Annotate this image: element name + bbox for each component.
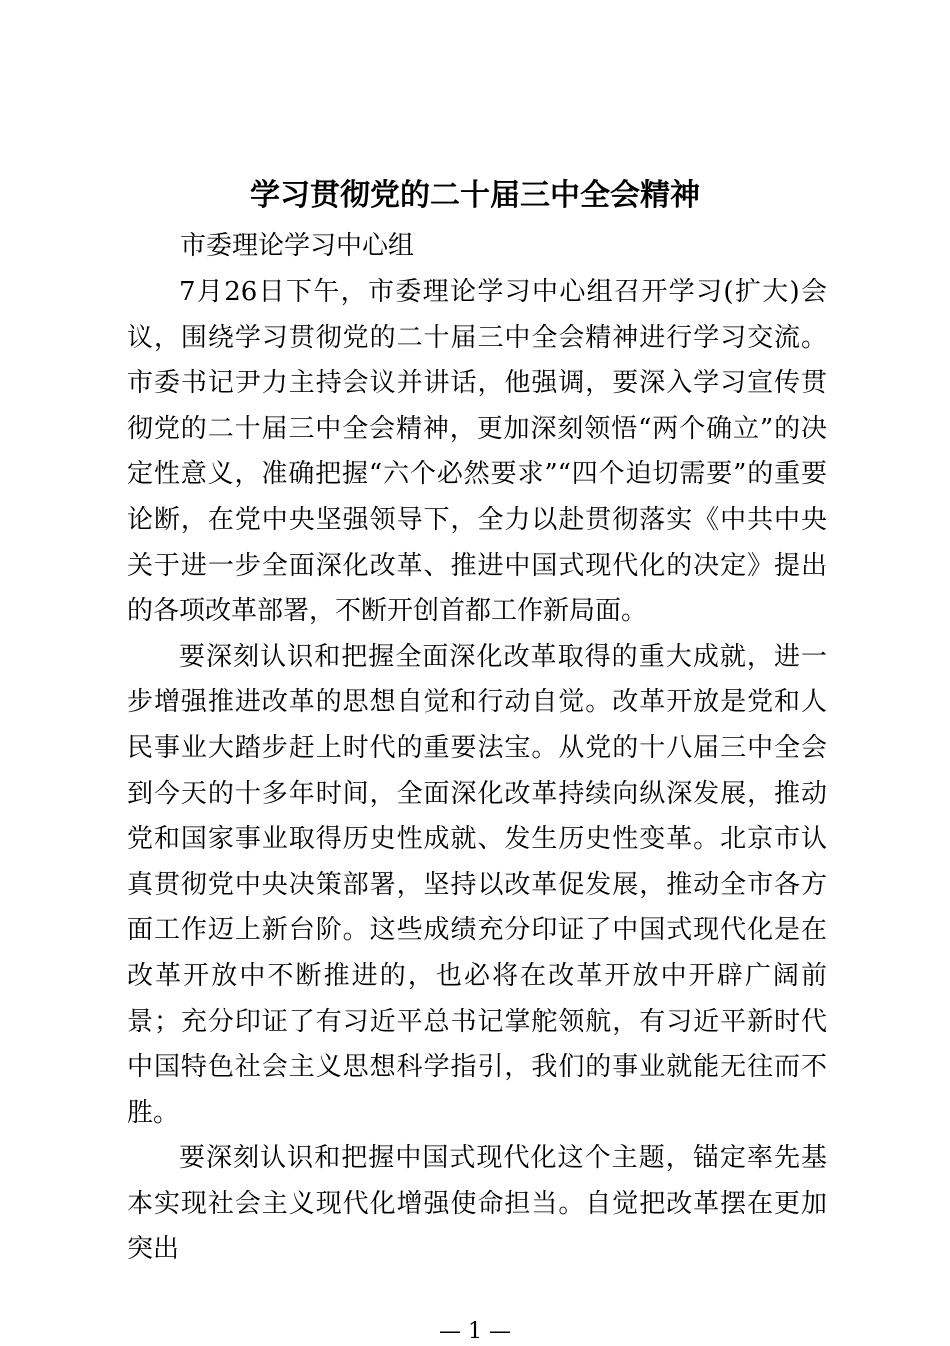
document-author: 市委理论学习中心组 — [180, 231, 415, 261]
document-body — [127, 270, 827, 1273]
page-number: — 1 — — [439, 1319, 511, 1344]
paragraph-3: 要深刻认识和把握中国式现代化这个主题，锚定率先基本实现社会主义现代化增强使命担当。自觉把改革摆在更加突出 — [127, 1143, 827, 1265]
paragraph-1: 7月26日下午，市委理论学习中心组召开学习(扩大)会议，围绕学习贯彻党的二十届三中全会精神进行学习交流。市委书记尹力主持会议并讲话，他强调，要深入学习宣传贯彻党的二十届三中全会精神，更加深刻领悟“两个确立”的决定性意义，准确把握“六个必然要求”“四个迫切需要”的重要论断，在党中央坚强领导下，全力以赴贯彻落实《中共中央关于进一步全面深化改革、推进中国式现代化的决定》提出的各项改革部署，不断开创首都工作新局面。 — [127, 277, 827, 627]
paragraph-2: 要深刻认识和把握全面深化改革取得的重大成就，进一步增强推进改革的思想自觉和行动自觉。改革开放是党和人民事业大踏步赶上时代的重要法宝。从党的十八届三中全会到今天的十多年时间，全面深化改革持续向纵深发展，推动党和国家事业取得历史性成就、发生历史性变革。北京市认真贯彻党中央决策部署，坚持以改革促发展，推动全市各方面工作迈上新台阶。这些成绩充分印证了中国式现代化是在改革开放中不断推进的，也必将在改革开放中开辟广阔前景；充分印证了有习近平总书记掌舵领航，有习近平新时代中国特色社会主义思想科学指引，我们的事业就能无往而不胜。 — [127, 641, 827, 1128]
document-title: 学习贯彻党的二十届三中全会精神 — [250, 178, 700, 213]
